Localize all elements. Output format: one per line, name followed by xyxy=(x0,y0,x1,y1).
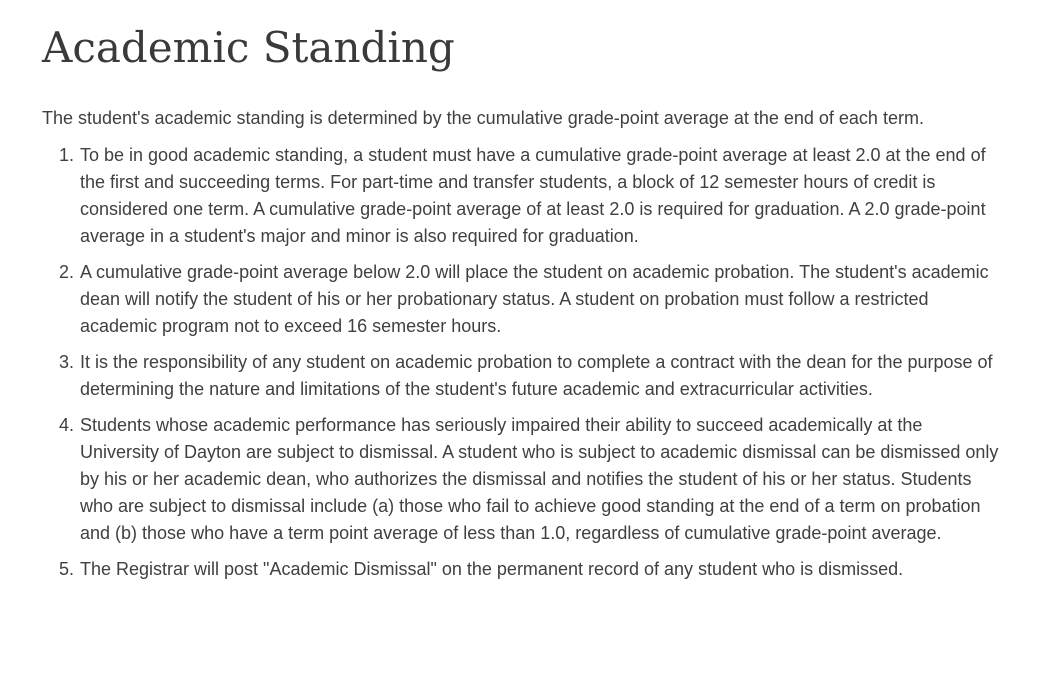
rule-number: 4. xyxy=(59,415,75,435)
rule-item-2 xyxy=(42,259,1002,340)
rule-number: 5. xyxy=(59,559,75,579)
intro-paragraph: The student's academic standing is determined by the cumulative grade-point average at the end of each term. xyxy=(42,108,924,128)
page-content xyxy=(42,22,1002,592)
rule-number: 1. xyxy=(59,145,75,165)
rule-text: The Registrar will post "Academic Dismissal" on the permanent record of any student who is dismissed. xyxy=(80,559,904,579)
rule-number: 2. xyxy=(59,262,75,282)
rule-text: A cumulative grade-point average below 2.0 will place the student on academic probation. The student's academic dean will notify the student of his or her probationary status. A student on probation must follow a restricted academic program not to exceed 16 semester hours. xyxy=(80,262,989,336)
rule-text: To be in good academic standing, a student must have a cumulative grade-point average at least 2.0 at the end of the first and succeeding terms. For part-time and transfer students, a block of 12 semester hours of credit is considered one term. A cumulative grade-point average of at least 2.0 is required for graduation. A 2.0 grade-point average in a student's major and minor is also required for graduation. xyxy=(80,145,986,246)
rule-item-3 xyxy=(42,349,1002,403)
rule-item-5 xyxy=(42,556,1002,583)
rule-item-4 xyxy=(42,412,1002,547)
rule-text: Students whose academic performance has seriously impaired their ability to succeed academically at the University of Dayton are subject to dismissal. A student who is subject to academic dismissal can be dismissed only by his or her academic dean, who authorizes the dismissal and notifies the student of his or her status. Students who are subject to dismissal include (a) those who fail to achieve good standing at the end of a term on probation and (b) those who have a term point average of less than 1.0, regardless of cumulative grade-point average. xyxy=(80,415,999,543)
rule-item-1 xyxy=(42,142,1002,250)
rule-number: 3. xyxy=(59,352,75,372)
standing-rules-list xyxy=(42,142,1002,583)
page-title: Academic Standing xyxy=(42,23,455,72)
rule-text: It is the responsibility of any student on academic probation to complete a contract with the dean for the purpose of determining the nature and limitations of the student's future academic and extracurricular activities. xyxy=(80,352,993,399)
